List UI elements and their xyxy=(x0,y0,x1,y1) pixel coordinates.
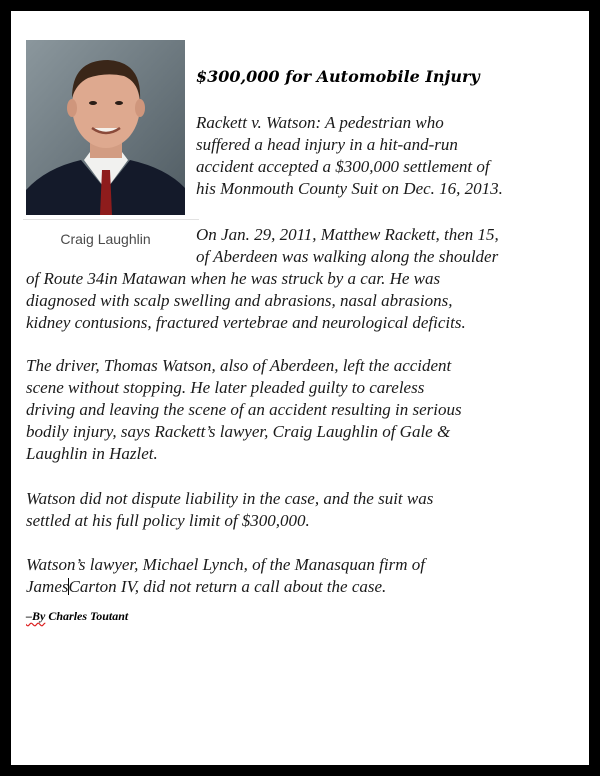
portrait-of-man-icon xyxy=(26,40,185,215)
byline-prefix: –By xyxy=(26,609,46,623)
article-byline xyxy=(26,609,128,624)
paragraph-2-line-3: of Route 34in Matawan when he was struck by a car. He was xyxy=(26,269,441,288)
paragraph-5-james: James xyxy=(26,577,69,596)
paragraph-5-line-1: Watson’s lawyer, Michael Lynch, of the Manasquan firm of xyxy=(26,555,425,574)
paragraph-1-line-2: suffered a head injury in a hit-and-run xyxy=(196,135,458,154)
article-headline: $300,000 for Automobile Injury xyxy=(196,67,480,86)
photo-caption: Craig Laughlin xyxy=(60,231,151,247)
paragraph-2-line-4: diagnosed with scalp swelling and abrasions, nasal abrasions, xyxy=(26,291,453,310)
paragraph-1-line-1: Rackett v. Watson: A pedestrian who xyxy=(196,113,444,132)
article-page xyxy=(11,11,589,765)
paragraph-2-line-2: of Aberdeen was walking along the shoulder xyxy=(196,247,499,266)
paragraph-4-line-2: settled at his full policy limit of $300,000. xyxy=(26,511,310,530)
paragraph-1-line-3: accident accepted a $300,000 settlement of xyxy=(196,157,490,176)
paragraph-3-line-2: scene without stopping. He later pleaded guilty to careless xyxy=(26,378,425,397)
paragraph-4-line-1: Watson did not dispute liability in the case, and the suit was xyxy=(26,489,434,508)
paragraph-5-rest: Carton IV, did not return a call about the case. xyxy=(68,577,387,596)
paragraph-5-line-2 xyxy=(26,578,386,595)
paragraph-3-line-5: Laughlin in Hazlet. xyxy=(26,444,158,463)
paragraph-3-line-4: bodily injury, says Rackett’s lawyer, Craig Laughlin of Gale & xyxy=(26,422,451,441)
portrait-photo xyxy=(26,40,185,215)
paragraph-3-line-3: driving and leaving the scene of an accident resulting in serious xyxy=(26,400,462,419)
paragraph-1-line-4: his Monmouth County Suit on Dec. 16, 2013. xyxy=(196,179,503,198)
paragraph-2-line-5: kidney contusions, fractured vertebrae and neurological deficits. xyxy=(26,313,466,332)
paragraph-3-line-1: The driver, Thomas Watson, also of Aberdeen, left the accident xyxy=(26,356,452,375)
photo-divider xyxy=(23,219,199,220)
byline-author: Charles Toutant xyxy=(45,609,129,623)
paragraph-2-line-1: On Jan. 29, 2011, Matthew Rackett, then 15, xyxy=(196,225,499,244)
